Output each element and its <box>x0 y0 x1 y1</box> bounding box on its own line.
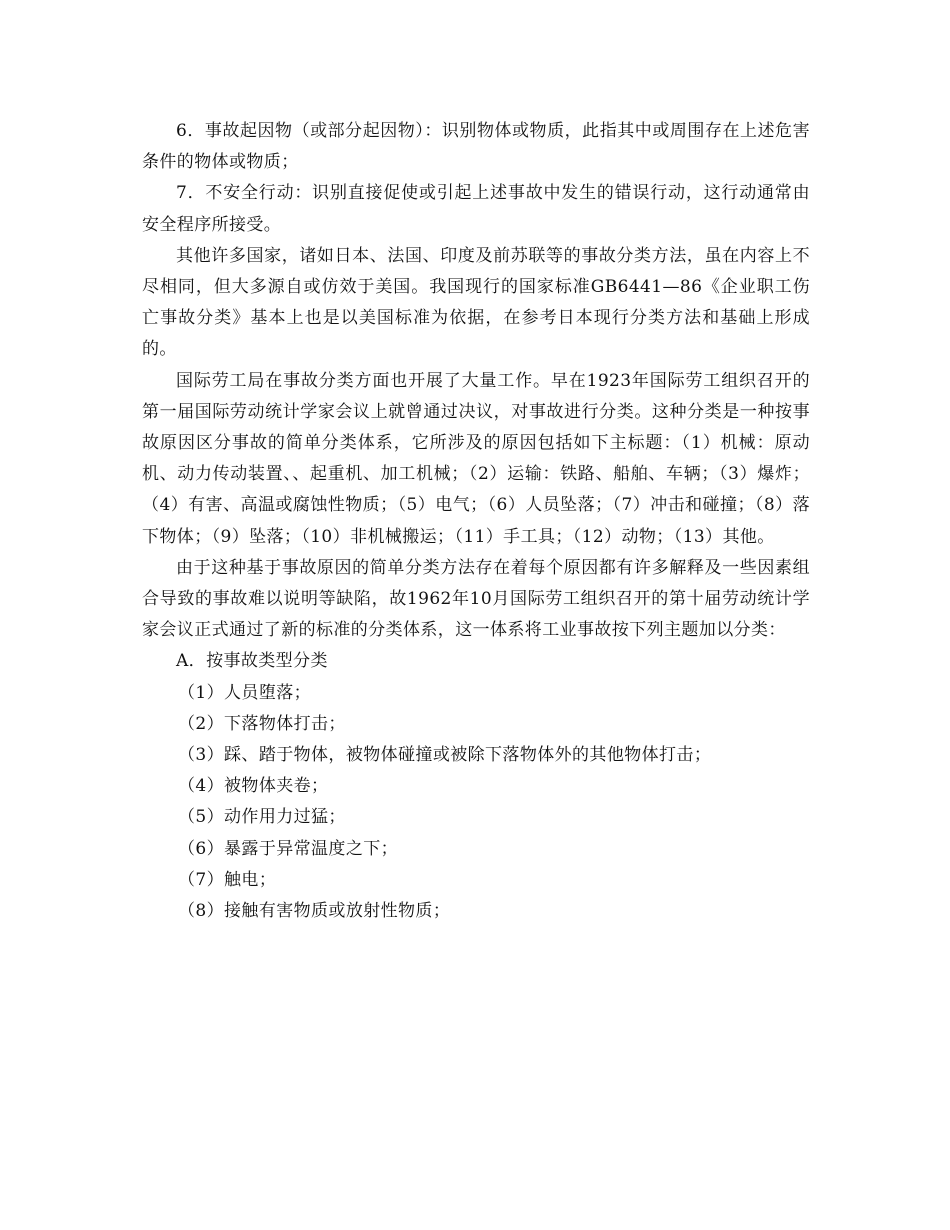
list-item: （6）暴露于异常温度之下； <box>178 838 399 859</box>
section-heading: A．按事故类型分类 <box>176 651 328 672</box>
paragraph-unsafe-act: 7．不安全行动：识别直接促使或引起上述事故中发生的错误行动，这行动通常由安全程序所接受。 <box>142 183 810 235</box>
document-page <box>142 116 810 927</box>
list-item: （1）人员堕落； <box>178 682 312 703</box>
list-item: （8）接触有害物质或放射性物质； <box>178 901 451 922</box>
list-item: （3）踩、踏于物体，被物体碰撞或被除下落物体外的其他物体打击； <box>178 745 712 766</box>
paragraph-accident-agent: 6．事故起因物（或部分起因物）：识别物体或物质，此指其中或周围存在上述危害条件的物体或物质； <box>142 121 810 173</box>
list-item: （7）触电； <box>178 869 277 890</box>
list-item: （2）下落物体打击； <box>178 713 346 734</box>
paragraph-ilo-classification: 国际劳工局在事故分类方面也开展了大量工作。早在1923年国际劳工组织召开的第一届国际劳动统计学家会议上就曾通过决议，对事故进行分类。这种分类是一种按事故原因区分事故的简单分类体系，它所涉及的原因包括如下主标题：（1）机械：原动机、动力传动装置、、起重机、加工机械；（2）运输：铁路、船舶、车辆；（3）爆炸；（4）有害、高温或腐蚀性物质；（5）电气；（6）人员坠落；（7）冲击和碰撞；（8）落下物体；（9）坠落；（10）非机械搬运；（11）手工具；（12）动物；（13）其他。 <box>142 370 810 547</box>
paragraph-1962-standard: 由于这种基于事故原因的简单分类方法存在着每个原因都有许多解释及一些因素组合导致的事故难以说明等缺陷，故1962年10月国际劳工组织召开的第十届劳动统计学家会议正式通过了新的标准的分类体系，这一体系将工业事故按下列主题加以分类： <box>142 557 810 641</box>
list-item: （5）动作用力过猛； <box>178 807 346 828</box>
paragraph-other-countries: 其他许多国家，诸如日本、法国、印度及前苏联等的事故分类方法，虽在内容上不尽相同，但大多源自或仿效于美国。我国现行的国家标准GB6441—86《企业职工伤亡事故分类》基本上也是以美国标准为依据，在参考日本现行分类方法和基础上形成的。 <box>142 245 810 360</box>
list-item: （4）被物体夹卷； <box>178 776 329 797</box>
